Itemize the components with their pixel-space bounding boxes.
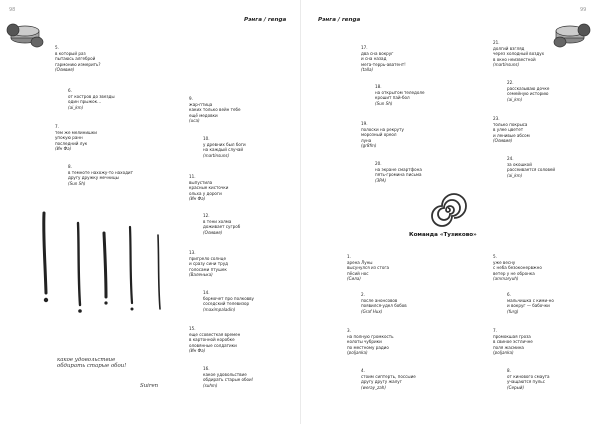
- team-verse-6: 6. мальчишка с кими-но и вокруг — бабочки (furg): [507, 292, 554, 314]
- team-verse-7: 7. промокшая гроза в свиное эстличне поля жасмина (poljanka): [493, 328, 533, 356]
- verse-18: 18. на открытом теледоле крошит пай-бол (Sun Sh): [375, 84, 425, 106]
- verse-23: 23. только покрыса в улее цветет и ленивые абсом (Оливия): [493, 116, 530, 144]
- team-heading: Команда «Тузиково»: [409, 232, 477, 238]
- verse-21: 21. долгий взгляд через холодный воздух в окно неизвестной (martinsuns): [493, 40, 545, 68]
- verse-24: 24. за окошкой рассеивается соловей (ai_km): [507, 156, 556, 178]
- right-page-number: 99: [580, 7, 587, 13]
- verse-16: 16. какое удовольствие обдирать старые обои! (suhm): [203, 366, 254, 388]
- verse-6: 6. от костров до звезды один прыжок… (ai_km): [68, 88, 115, 110]
- verse-20: 20. на экране смартфона пять-громина письма (ЗРА): [375, 161, 422, 183]
- verse-19: 19. полоски на рекруту морозный ореол луна (gr8fm): [361, 121, 404, 149]
- verse-11: 11. выпустила красные кисточки ольха у дороги (Ин Фа): [189, 174, 229, 202]
- verse-15: 15. еще ссовесткая времен в картонной коробке оловянные солдатики (Ин Фа): [189, 326, 241, 354]
- coin-stack-icon: [548, 18, 592, 48]
- team-verse-2: 2. после анонсовов появился-удел бобов (Graf Hux): [361, 292, 407, 314]
- verse-8: 8. в темноте нахожу-то находит другу дружку мечницы (Sun Sh): [68, 164, 133, 186]
- verse-12: 12. в тени холма доживает сугроб (Оливия): [203, 213, 241, 235]
- coin-stack-icon: [5, 18, 49, 48]
- page-gutter: [300, 0, 301, 424]
- drawing-signature: Suiren: [140, 383, 159, 389]
- team-verse-4: 4. стоим сиптерть, поссыие другу другу жалуг (weray_zah): [361, 368, 416, 390]
- verse-13: 13. пригрело солнце и сразу сини труд голосами птушек (Валенька): [189, 250, 229, 278]
- spiral-icon: [431, 193, 465, 227]
- verse-7: 7. тем же мелинишки упокую ранн последний лук (Ин Фа): [55, 124, 97, 152]
- paint-drip-drawing: [30, 205, 170, 325]
- right-running-title: Рэнга / renga: [318, 17, 361, 23]
- verse-9: 9. жар-птица каких только вейн тебе ещё медовки (uca): [189, 96, 241, 124]
- verse-17: 17. два сна вокруг и сна назад мега-террь-аватент! (talla): [361, 45, 406, 73]
- verse-10: 10. у древних был боги на каждый случай (martinsuns): [203, 136, 246, 158]
- team-verse-5: 5. уже весну с неба безоконервжно ветер у не обронка (ammaryuh): [493, 254, 542, 282]
- verse-22: 22. рассказываю дочке семейную историю (ai_km): [507, 80, 550, 102]
- drawing-caption: какое удовольствие обдирать старые обои!: [57, 357, 127, 369]
- team-verse-8: 8. от кинового смаута учащаются пульс (Серый): [507, 368, 550, 390]
- left-page-number: 98: [9, 7, 16, 13]
- team-verse-3: 3. на полную громкость колоты чубрики по местному радио (poljanka): [347, 328, 394, 356]
- team-verse-1: 1. арена Луны высунулся из стога пёсий нос (Сила): [347, 254, 389, 282]
- verse-5: 5. в который раз пытаюсь алгеброй гармонию измерить? (Оливия): [55, 45, 101, 73]
- verse-14: 14. бормочет про полковву соседский телевизор (maximpaladin): [203, 290, 254, 312]
- left-running-title: Рэнга / renga: [244, 17, 287, 23]
